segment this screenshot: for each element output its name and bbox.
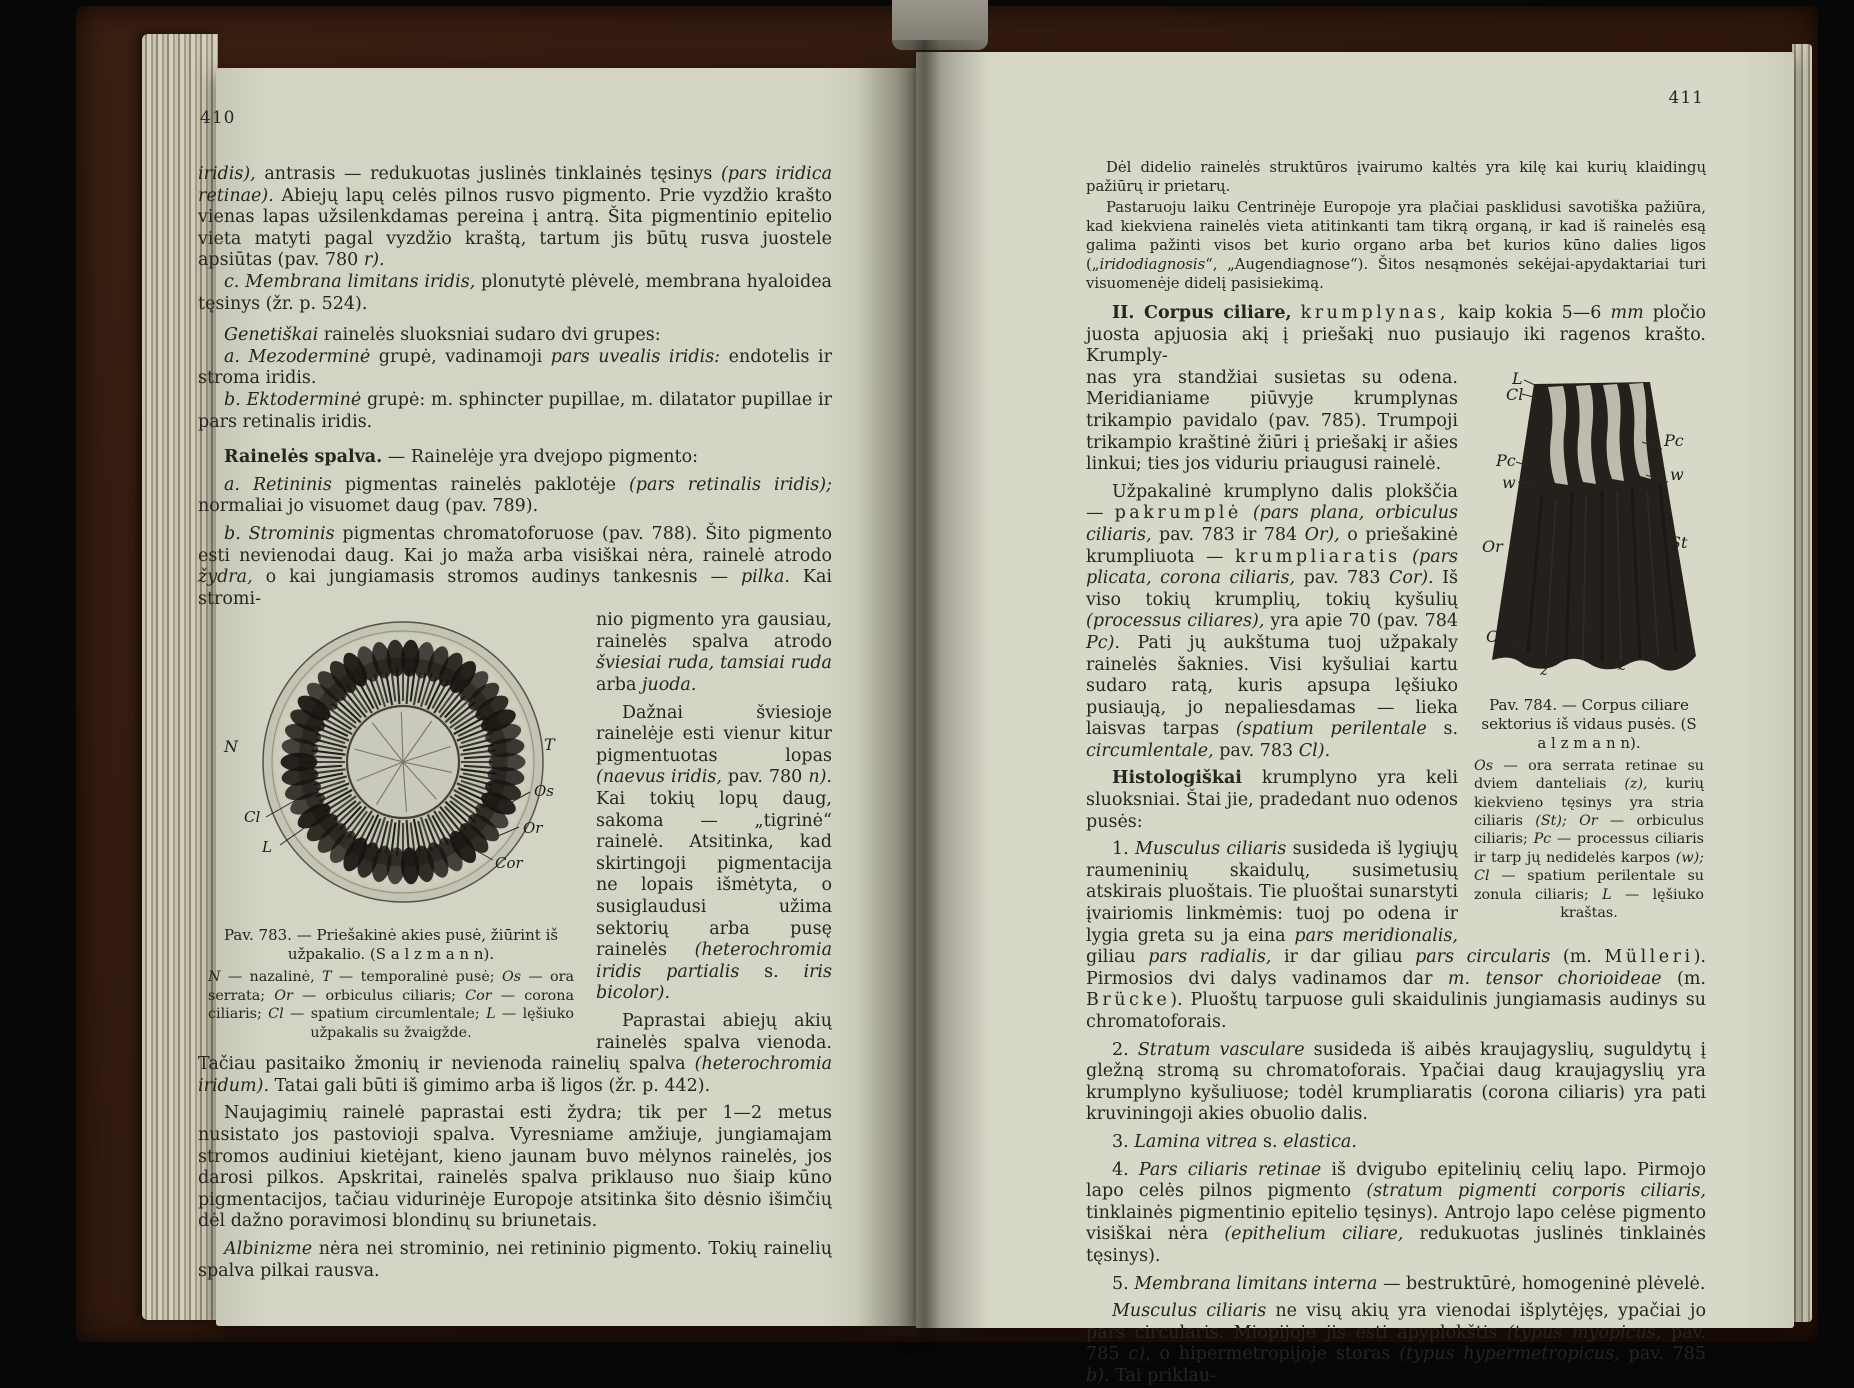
figure-label-karpos-right: w — [1670, 464, 1684, 484]
figure-label-circumlentale: Cl — [244, 808, 261, 827]
figure-784-ciliary-image — [1472, 370, 1706, 682]
page-stack-right-edge — [1792, 44, 1812, 1322]
figure-784-legend: Os — ora serrata retinae su dviem danteliais (z), kurių kiekvieno tęsinys yra stria ciliaris (St); Or — orbiculus ciliaris; Pc — processus ciliaris ir tarp jų nedidelės karpos (w); Cl — spatium perilentale su zonula ciliaris; L — lęšiuko kraštas. — [1474, 757, 1705, 922]
paragraph: a. Mezoderminė grupė, vadinamoji pars uvealis iridis: endotelis ir stroma iridis. — [198, 346, 832, 389]
figure-label-corona: Cor — [495, 854, 523, 873]
figure-label-lens-edge: L — [1512, 369, 1523, 388]
figure-label-processus-left: Pc — [1496, 450, 1516, 470]
figure-783-iris-image — [198, 612, 584, 912]
figure-783-caption: Pav. 783. — Priešakinė akies pusė, žiūrint iš užpakalio. (S a l z m a n n). — [223, 926, 559, 964]
paragraph: nio pigmento yra gausiau, rainelės spalva atrodo šviesiai ruda, tamsiai ruda arba juoda. — [596, 610, 832, 696]
figure-label-ora-serrata: Os — [1486, 626, 1508, 646]
paragraph: nas yra standžiai susietas su odena. Meridianiame piūvyje krumplynas trikampio pavidalo (pav. 785). Trumpoji trikampio kraštinė žiūri į priešakį ir ašies linkui; ties jos viduriu priaugusi rainelė. — [1086, 367, 1458, 475]
figure-label-stria: St — [1670, 532, 1688, 552]
paragraph: Dėl didelio rainelės struktūros įvairumo kaltės yra kilę kai kurių klaidingų pažiūrų ir prietarų. — [1086, 159, 1706, 195]
figure-784-caption: Pav. 784. — Corpus ciliare sektorius iš vidaus pusės. (S a l z m a n n). — [1481, 695, 1697, 752]
figure-label-dantelis-2: z — [1618, 655, 1626, 674]
paragraph: Pastaruoju laiku Centrinėje Europoje yra plačiai pasklidusi savotiška pažiūra, kad kiekviena rainelės vieta atitinkanti tam tikrą organą, ir kad iš rainelės esą galima pažinti visos bet kurio organo arba bet kurios kūno dalies ligos („iridodiagnosis“, „Augendiagnose“). Šitos nesąmonės sekėjai-apydaktariai turi visuomenėje didelį pasisiekimą. — [1086, 199, 1706, 292]
paragraph: Albinizme nėra nei strominio, nei retininio pigmento. Tokių rainelių spalva pilkai rausva. — [198, 1238, 832, 1281]
paragraph: Naujagimių rainelė paprastai esti žydra; tik per 1—2 metus nusistato jos pastovioji spalva. Vyresniame amžiuje, jungiamajam stromos audiniui kietėjant, kieno jaunam buvo mėlynos rainelės, jos darosi pilkos. Apskritai, rainelės spalva priklauso nuo šiaip kūno pigmentacijos, tačiau vidurinėje Europoje atsitinka šito dėsnio išimčių dėl dažno poravimosi blondinų su briunetais. — [198, 1103, 832, 1232]
paragraph: b. Strominis pigmentas chromatoforuose (pav. 788). Šito pigmento esti nevienodai daug. Kai jo maža arba visiškai nėra, rainelė atrodo žydra, o kai jungiamasis stromos audinys tankesnis — pilka. Kai stromi- — [198, 523, 832, 609]
paragraph-heading-rainele-spalva: Rainelės spalva. — Rainelėje yra dvejopo pigmento: — [224, 447, 699, 468]
paragraph: 1. Musculus ciliaris susideda iš lygiųjų raumeninių skaidulų, susimetusių atskirais pluoštais. Tie pluoštai sunarstyti įvairiomis linkmėmis: tuoj po odena ir lygia greta su ja eina pars meridionalis, giliau pars radialis, ir dar giliau pars circularis (m. Mülleri). Pirmosios dvi dalys vadinamos dar m. tensor chorioideae (m. Brücke). Pluoštų tarpuose guli skaidulinis jungiamasis audinys su chromatoforais. — [1086, 839, 1706, 1032]
spine-headband — [892, 0, 988, 50]
page-left-content — [198, 96, 832, 1282]
figure-label-orbiculus: Or — [1482, 536, 1503, 556]
figure-label-lens: L — [262, 838, 272, 857]
figure-label-karpos-left: w — [1502, 472, 1516, 492]
page-right-content — [1086, 84, 1706, 1388]
paragraph-heading-corpus-ciliare: II. Corpus ciliare, krumplynas, kaip kokia 5—6 mm pločio juosta apjuosia akį į priešakį nuo pusiaujo iki ragenos krašto. Krumply- — [1086, 303, 1706, 367]
paragraph: Paprastai abiejų akių rainelės spalva vienoda. Tačiau pasitaiko žmonių ir nevienoda rainelių spalva (heterochromia iridum). Tatai gali būti iš gimimo arba iš ligos (žr. p. 442). — [198, 1010, 832, 1096]
figure-label-temporal: T — [544, 735, 555, 755]
figure-label-ora-serrata: Os — [534, 782, 554, 801]
page-number-right: 411 — [1668, 88, 1704, 108]
figure-label-perilentale: Cl — [1506, 384, 1524, 404]
figure-label-nasal: N — [224, 737, 238, 757]
paragraph: Dažnai šviesioje rainelėje esti vienur kitur pigmentuotas lopas (naevus iridis, pav. 780 n). Kai tokių lopų daug, sakoma — „tigrinė“ rainelė. Atsitinka, kad skirtingoji pigmentacija ne lopais išmėtyta, o susiglaudusi užima sektorių arba pusę rainelės (heterochromia iridis partialis s. iris bicolor). — [596, 702, 833, 1004]
paragraph: Užpakalinė krumplyno dalis plokščia — pakrumplė (pars plana, orbiculus ciliaris, pav. 783 ir 784 Or), o priešakinė krumpliuota — krumpliaratis (pars plicata, corona ciliaris, pav. 783 Cor). Iš viso tokių krumplių, tokių kyšulių (processus ciliares), yra apie 70 (pav. 784 Pc). Pati jų aukštuma tuoj užpakaly rainelės šaknies. Visi kyšuliai kartu sudaro ratą, kuris apsupa lęšiuko pusiaują, jo nepaliesdamas — lieka laisvas tarpas (spatium perilentale s. circumlentale, pav. 783 Cl). — [1086, 481, 1459, 761]
paragraph: 3. Lamina vitrea s. elastica. — [1112, 1131, 1357, 1152]
paragraph: Musculus ciliaris ne visų akių yra vienodai išplytėjęs, ypačiai jo pars circularis. Miopijoje jis esti apyplokštis (typus myopicus, pav. 785 c), o hipermetropijoje storas (typus hypermetropicus, pav. 785 b). Tai priklau- — [1086, 1301, 1706, 1386]
page-number-left: 410 — [200, 108, 236, 128]
paragraph: iridis), antrasis — redukuotas juslinės tinklainės tęsinys (pars iridica retinae). Abiejų lapų celės pilnos rusvo pigmento. Prie vyzdžio krašto vienas lapas užsilenkdamas pereina į antrą. Šita pigmentinio epitelio vieta matyti pagal vyzdžio kraštą, tartum jis būtų rusva juostele apsiūtas (pav. 780 r). — [198, 164, 832, 271]
figure-784 — [1472, 370, 1706, 923]
figure-783 — [198, 612, 584, 1042]
paragraph: 4. Pars ciliaris retinae iš dvigubo epitelinių celių lapo. Pirmojo lapo celės pilnos pigmento (stratum pigmenti corporis ciliaris, tinklainės pigmentinio epitelio tęsinys). Antrojo lapo celėse pigmento visiškai nėra (epithelium ciliare, redukuotas juslinės tinklainės tęsinys). — [1086, 1159, 1707, 1266]
paragraph: c. Membrana limitans iridis, plonutytė plėvelė, membrana hyaloidea tęsinys (žr. p. 524). — [198, 271, 832, 314]
figure-783-legend: N — nazalinė, T — temporalinė pusė; Os — ora serrata; Or — orbiculus ciliaris; Cor — corona ciliaris; Cl — spatium circumlentale; L — lęšiuko užpakalis su žvaigžde. — [208, 969, 575, 1041]
paragraph-heading-histologiskai: Histologiškai krumplyno yra keli sluoksniai. Štai jie, pradedant nuo odenos pusės: — [1086, 768, 1458, 832]
paragraph: b. Ektoderminė grupė: m. sphincter pupillae, m. dilatator pupillae ir pars retinalis iridis. — [198, 389, 832, 432]
paragraph: 2. Stratum vasculare susideda iš aibės kraujagyslių, suguldytų į gležną stromą su chromatoforais. Ypačiai daug kraujagyslių yra krumplyno kyšuliuose; todėl krumpliaratis (corona ciliaris) yra pati kruviningoji akies obuolio dalis. — [1086, 1039, 1706, 1125]
figure-label-orbiculus: Or — [523, 819, 543, 838]
paragraph: Genetiškai rainelės sluoksniai sudaro dvi grupes: — [224, 325, 661, 346]
paragraph: 5. Membrana limitans interna — bestruktūrė, homogeninė plėvelė. — [1112, 1273, 1706, 1294]
figure-label-processus-right: Pc — [1664, 430, 1684, 450]
figure-label-dantelis-1: z — [1540, 660, 1548, 679]
paragraph: a. Retininis pigmentas rainelės paklotėje (pars retinalis iridis); normaliai jo visuomet daug (pav. 789). — [198, 474, 833, 517]
